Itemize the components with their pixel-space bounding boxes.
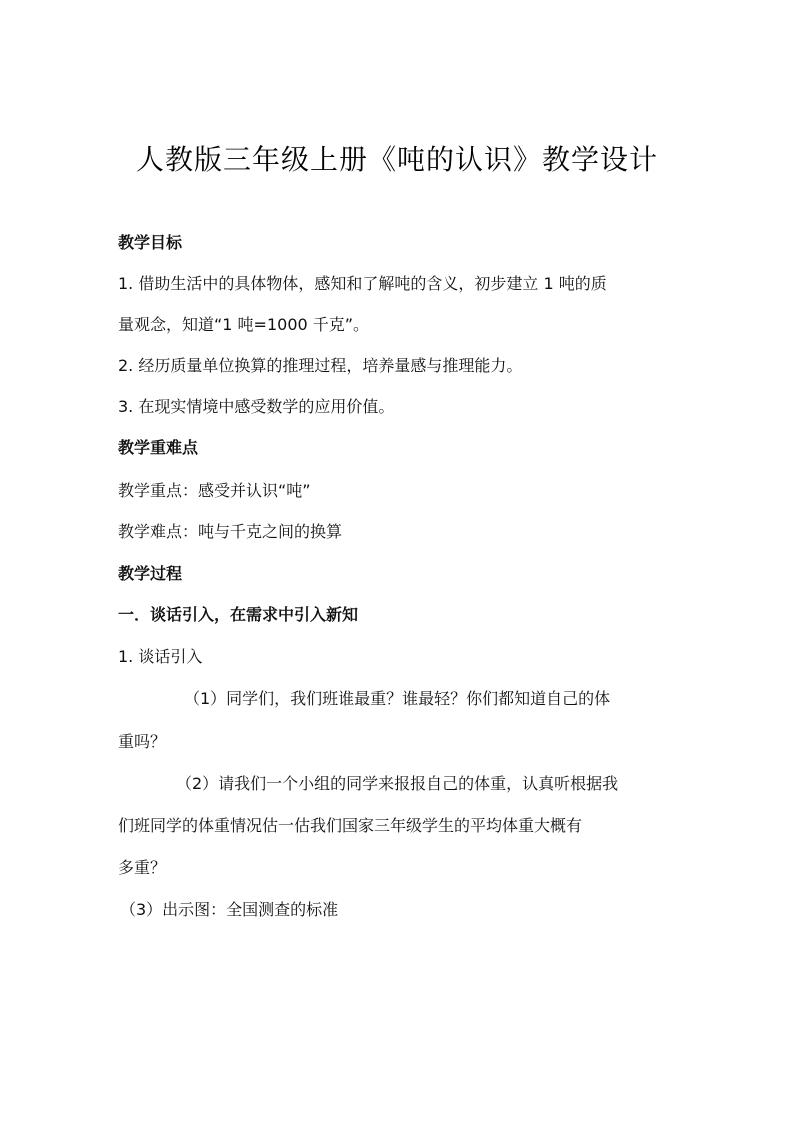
process-paragraph-2-end: 多重？	[118, 858, 167, 877]
objective-line-4: 3. 在现实情境中感受数学的应用价值。	[118, 397, 395, 416]
objective-line-3: 2. 经历质量单位换算的推理过程，培养量感与推理能力。	[118, 356, 523, 375]
section-heading-process: 教学过程	[118, 564, 183, 583]
section-heading-objectives: 教学目标	[118, 233, 183, 252]
key-point-difficulty: 教学难点：吨与千克之间的换算	[118, 522, 343, 541]
objective-line-1: 1. 借助生活中的具体物体，感知和了解吨的含义，初步建立 1 吨的质	[118, 274, 607, 293]
process-paragraph-2-cont: 们班同学的体重情况估一估我们国家三年级学生的平均体重大概有	[118, 816, 583, 835]
process-subheading: 一．谈话引入，在需求中引入新知	[118, 605, 359, 624]
objective-line-2: 量观念，知道“1 吨=1000 千克”。	[118, 315, 370, 334]
process-step-title: 1. 谈话引入	[118, 647, 203, 666]
process-paragraph-3: （3）出示图：全国测查的标准	[120, 900, 339, 919]
section-heading-key-points: 教学重难点	[118, 438, 199, 457]
process-paragraph-1-cont: 重吗？	[118, 732, 167, 751]
process-paragraph-2: （2）请我们一个小组的同学来报报自己的体重，认真听根据我	[176, 774, 619, 793]
process-paragraph-1: （1）同学们，我们班谁最重？谁最轻？你们都知道自己的体	[184, 689, 611, 708]
key-point-focus: 教学重点：感受并认识“吨”	[118, 481, 311, 500]
document-title: 人教版三年级上册《吨的认识》教学设计	[135, 143, 658, 176]
